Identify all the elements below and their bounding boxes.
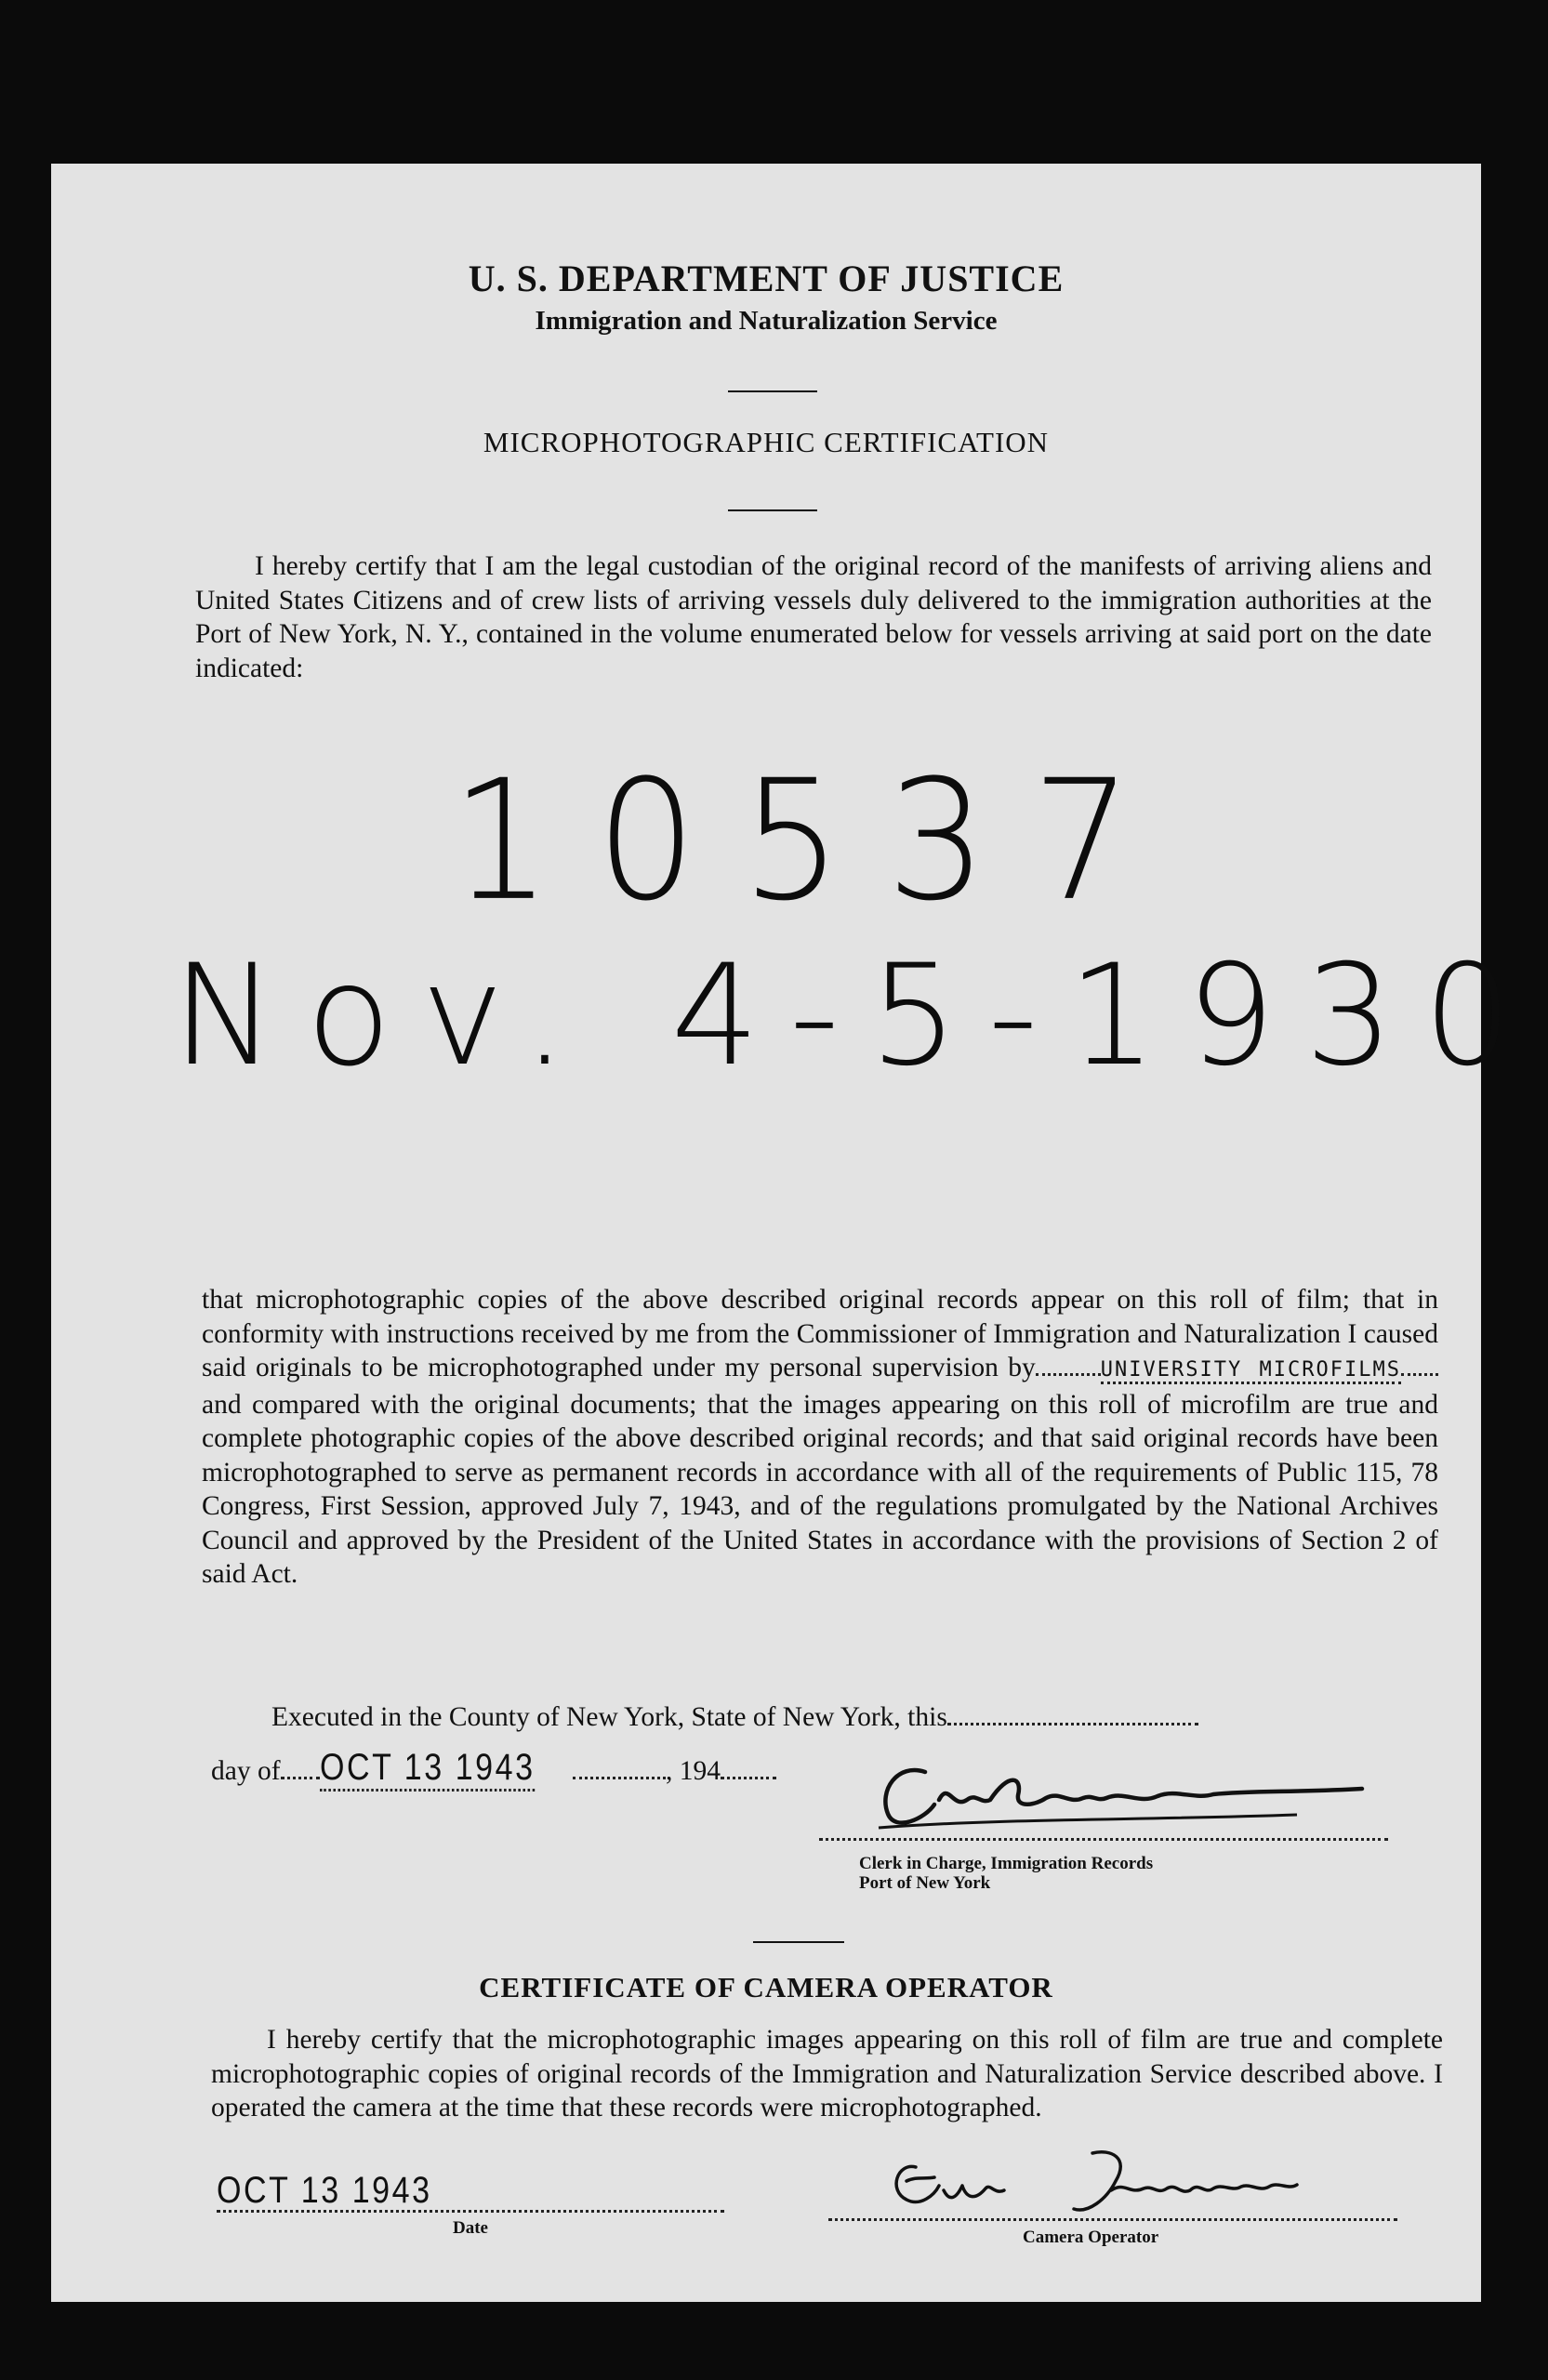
camera-operator-title: CERTIFICATE OF CAMERA OPERATOR bbox=[479, 1971, 1053, 2003]
custodian-statement: I hereby certify that I am the legal custodian of the original record of the manifests of arriving aliens and United States Citizens and of crew lists of arriving vessels duly delivered to the immigration authorities at the Port of New York, N. Y., contained in the volume enumerated below for vessels arriving at said port on the date indicated: bbox=[195, 551, 1432, 683]
day-of-label: day of bbox=[211, 1756, 281, 1786]
operator-label: Camera Operator bbox=[1023, 2228, 1159, 2247]
certificate-page bbox=[51, 164, 1542, 2302]
volume-dates-handwritten: Nov. 4-5-1930 bbox=[172, 935, 1542, 1097]
volume-number-handwritten: 10537 bbox=[451, 745, 1177, 938]
statement-part-2: and compared with the original documents; that the images appearing on this roll of microfilm are true and complete photographic copies of the above described original records; and that said original records have been microphotographed to serve as permanent records in accordance with all of the requirements of Public 115, 78 Congress, First Session, approved July 7, 1943, and of the regulations promulgated by the National Archives Council and approved by the President of the United States in accordance with the provisions of Section 2 of said Act. bbox=[202, 1389, 1438, 1589]
microfilmer-stamp: UNIVERSITY MICROFILMS bbox=[1101, 1358, 1401, 1384]
operator-signature-line bbox=[828, 2218, 1397, 2221]
executed-text: Executed in the County of New York, State of New York, this bbox=[271, 1702, 947, 1732]
dotted-leader bbox=[1401, 1372, 1438, 1376]
operator-signature bbox=[869, 2144, 1390, 2218]
service-subheading: Immigration and Naturalization Service bbox=[535, 306, 998, 336]
clerk-office: Port of New York bbox=[859, 1873, 991, 1893]
camera-date-field bbox=[217, 2170, 724, 2238]
divider bbox=[728, 390, 817, 392]
dotted-leader bbox=[573, 1776, 666, 1779]
clerk-signature bbox=[860, 1753, 1381, 1837]
dotted-leader bbox=[721, 1776, 776, 1779]
dotted-leader bbox=[1036, 1372, 1101, 1376]
certification-title: MICROPHOTOGRAPHIC CERTIFICATION bbox=[483, 426, 1050, 458]
statement-part-1: that microphotographic copies of the above described original records appear on this roll of film; that in conformity with instructions received by me from the Commissioner of Immigration and Naturalization I caused said originals to be microphotographed under my personal supervision by bbox=[202, 1285, 1438, 1382]
day-of-line bbox=[211, 1747, 776, 1792]
clerk-signature-line bbox=[819, 1838, 1388, 1841]
clerk-title: Clerk in Charge, Immigration Records bbox=[859, 1854, 1154, 1873]
divider bbox=[728, 509, 817, 511]
date-label: Date bbox=[453, 2218, 488, 2238]
executed-line bbox=[271, 1702, 1198, 1733]
dotted-leader bbox=[947, 1722, 1198, 1726]
camera-operator-statement: I hereby certify that the microphotographic images appearing on this roll of film are true and complete microphotographic copies of original records of the Immigration and Naturalization Service described above. I operated the camera at the time that these records were microphotographed. bbox=[211, 2025, 1443, 2122]
microphotography-statement bbox=[202, 1283, 1438, 1592]
department-heading: U. S. DEPARTMENT OF JUSTICE bbox=[468, 258, 1065, 299]
year-prefix: , 194 bbox=[665, 1756, 721, 1786]
dotted-leader bbox=[281, 1776, 320, 1779]
divider bbox=[753, 1941, 844, 1943]
clerk-caption bbox=[859, 1854, 1153, 1893]
camera-stamp-date: OCT 13 1943 bbox=[217, 2170, 432, 2211]
day-of-stamp-date: OCT 13 1943 bbox=[320, 1747, 536, 1792]
